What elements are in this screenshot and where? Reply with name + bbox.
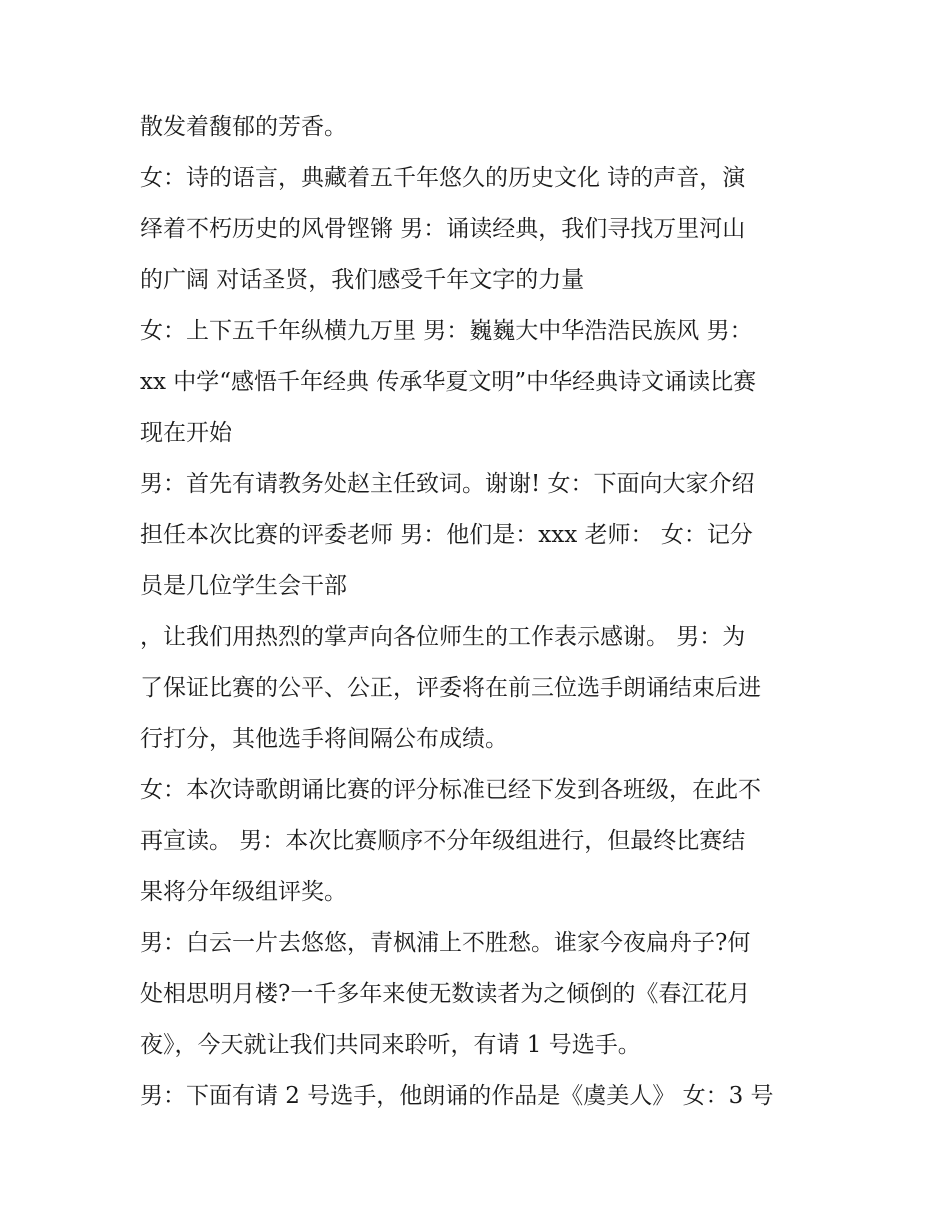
text-line: 男：下面有请 2 号选手，他朗诵的作品是《虞美人》 女：3 号 xyxy=(140,1083,774,1109)
text-line: 果将分年级组评奖。 xyxy=(140,879,347,905)
text-line: 员是几位学生会干部 xyxy=(140,573,347,599)
text-line: 的广阔 对话圣贤，我们感受千年文字的力量 xyxy=(140,267,585,293)
text-line: 女：上下五千年纵横九万里 男：巍巍大中华浩浩民族风 男： xyxy=(140,318,753,344)
text-line: 散发着馥郁的芳香。 xyxy=(140,114,347,140)
text-line: xx 中学“感悟千年经典 传承华夏文明”中华经典诗文诵读比赛 xyxy=(140,369,757,395)
text-line: 女：诗的语言，典藏着五千年悠久的历史文化 诗的声音，演 xyxy=(140,165,746,191)
text-line: 女：本次诗歌朗诵比赛的评分标准已经下发到各班级，在此不 xyxy=(140,777,761,803)
text-line: 了保证比赛的公平、公正，评委将在前三位选手朗诵结束后进 xyxy=(140,675,761,701)
text-line: 行打分，其他选手将间隔公布成绩。 xyxy=(140,726,508,752)
text-line: 再宣读。 男：本次比赛顺序不分年级组进行，但最终比赛结 xyxy=(140,828,746,854)
document-body xyxy=(140,102,820,1122)
text-line: 现在开始 xyxy=(140,420,232,446)
text-line: 绎着不朽历史的风骨铿锵 男：诵读经典，我们寻找万里河山 xyxy=(140,216,746,242)
text-line: 担任本次比赛的评委老师 男：他们是：xxx 老师： 女：记分 xyxy=(140,522,753,548)
text-line: 夜》，今天就让我们共同来聆听，有请 1 号选手。 xyxy=(140,1032,641,1058)
text-line: ，让我们用热烈的掌声向各位师生的工作表示感谢。 男：为 xyxy=(140,624,746,650)
text-line: 男：首先有请教务处赵主任致词。谢谢! 女：下面向大家介绍 xyxy=(140,471,755,497)
text-line: 男：白云一片去悠悠，青枫浦上不胜愁。谁家今夜扁舟子?何 xyxy=(140,930,751,956)
text-line: 处相思明月楼?一千多年来使无数读者为之倾倒的《春江花月 xyxy=(140,981,751,1007)
